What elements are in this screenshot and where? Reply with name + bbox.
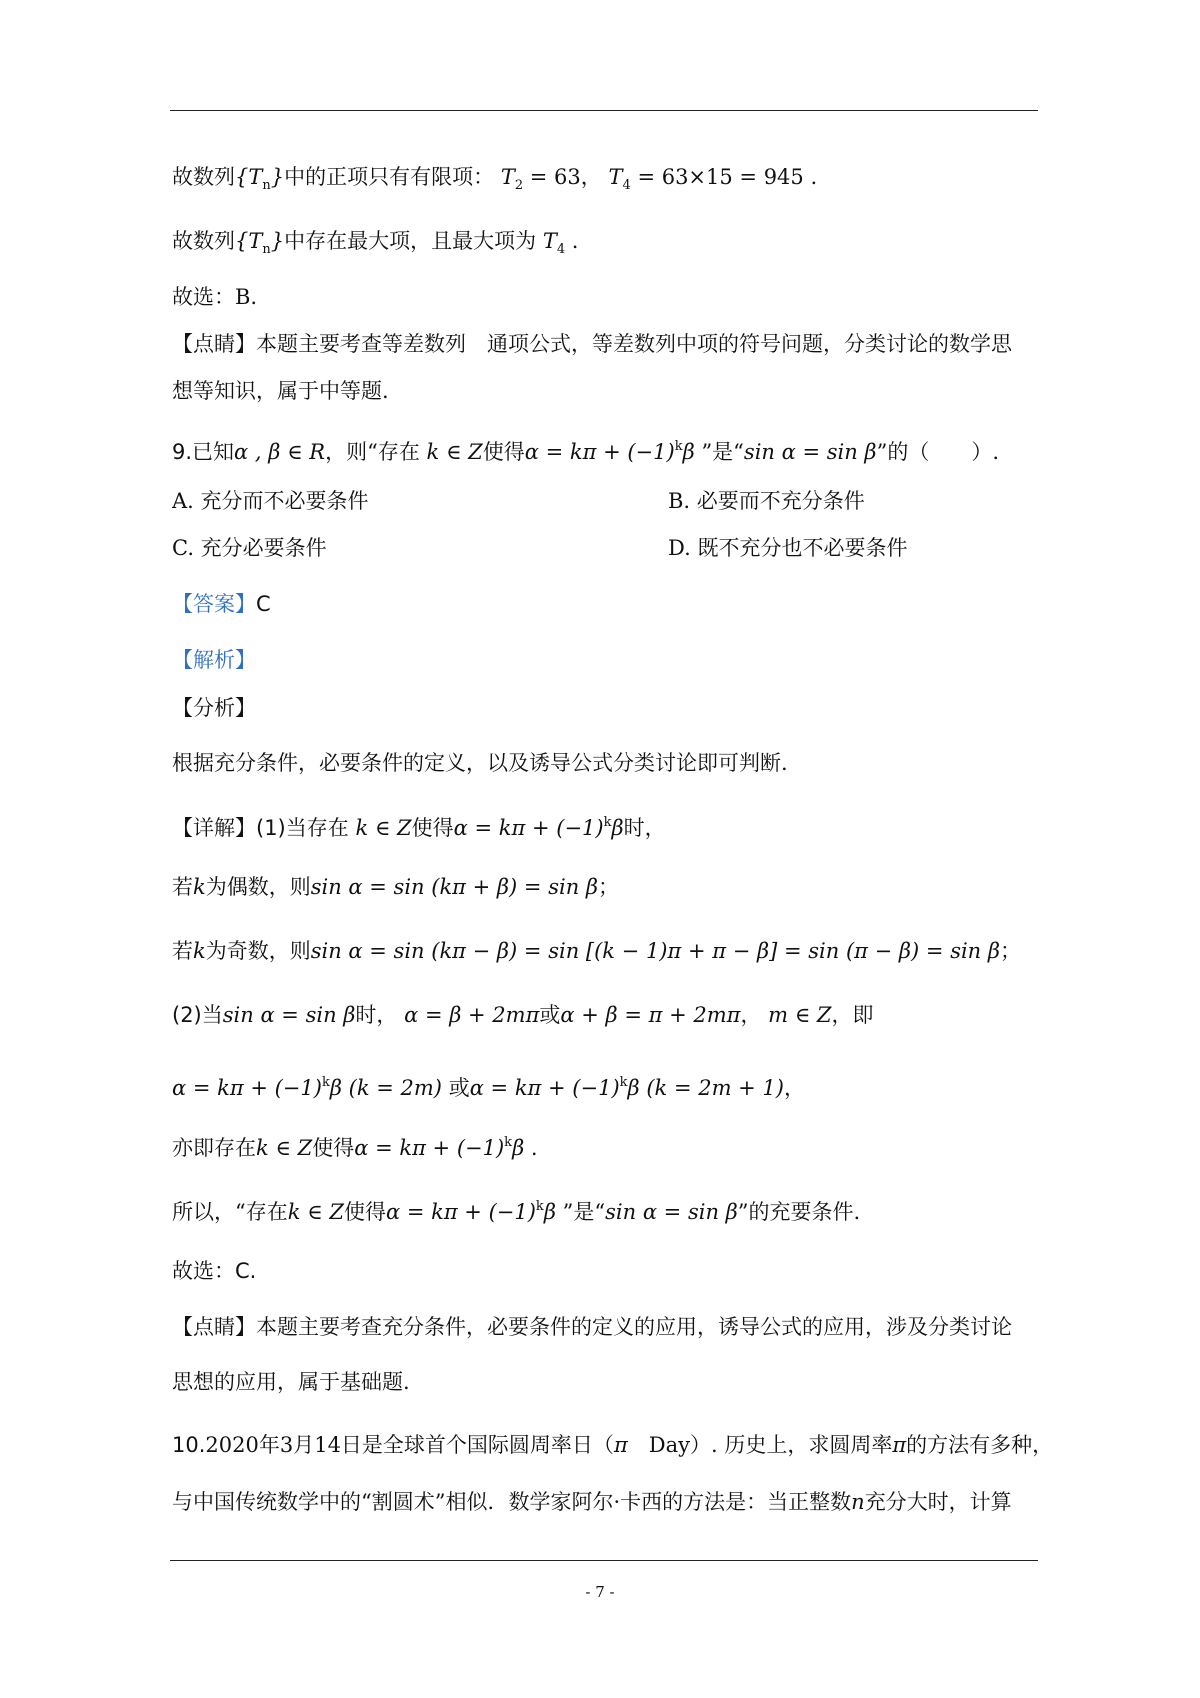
detail-2b: $\alpha = k\pi + (-1)^k\beta$ (k = 2m) 或$\alpha = k\pi + (-1)^k\beta$ (k = 2m + 1)， [172, 1075, 805, 1100]
detail-yi: 亦即存在k ∈ Z使得$\alpha = k\pi + (-1)^k\beta$ . [172, 1135, 538, 1160]
detail-1: 【详解】(1)当存在 k ∈ Z使得$\alpha = k\pi + (-1)^k\beta$时， [172, 815, 666, 840]
option-d: D. 既不充分也不必要条件 [668, 536, 908, 560]
line-choose-b: 故选：B. [172, 285, 258, 309]
comment-2b: 思想的应用，属于基础题. [172, 1370, 410, 1394]
comment-2: 【点睛】本题主要考查充分条件，必要条件的定义的应用，诱导公式的应用，涉及分类讨论 [172, 1315, 1012, 1339]
detail-odd: 若k为奇数，则sin α = sin (kπ − β) = sin [(k − 1)π + π − β] = sin (π − β) = sin β； [172, 939, 1022, 963]
line-comment-1: 【点睛】本题主要考查等差数列 通项公式，等差数列中项的符号问题，分类讨论的数学思 [172, 332, 1012, 356]
fenxi-text: 根据充分条件，必要条件的定义，以及诱导公式分类讨论即可判断. [172, 751, 788, 775]
question-10-line1: 10.2020年3月14日是全球首个国际圆周率日（π Day）. 历史上，求圆周率π的方法有多种， [172, 1433, 1054, 1457]
option-c: C. 充分必要条件 [172, 536, 327, 560]
page-number: - 7 - [585, 1583, 615, 1601]
option-b: B. 必要而不充分条件 [668, 489, 865, 513]
detail-even: 若k为偶数，则sin α = sin (kπ + β) = sin β； [172, 875, 620, 899]
header-rule [170, 110, 1038, 111]
line-tn-positive: 故数列$\{T_n\}$中的正项只有有限项： $T_2 = 63$， $T_4 = 63\times 15 = 945$ . [172, 165, 818, 193]
question-10-line2: 与中国传统数学中的“割圆术”相似．数学家阿尔·卡西的方法是：当正整数n充分大时，计算 [172, 1490, 1012, 1514]
answer-line: 【答案】C [172, 592, 271, 616]
detail-choose-c: 故选：C. [172, 1259, 257, 1283]
line-tn-max: 故数列$\{T_n\}$中存在最大项，且最大项为 $T_4$ . [172, 229, 579, 257]
line-comment-1b: 想等知识，属于中等题. [172, 379, 389, 403]
analysis-label: 【解析】 [172, 648, 256, 672]
option-a: A. 充分而不必要条件 [172, 489, 369, 513]
detail-suoyi: 所以，“存在k ∈ Z使得$\alpha = k\pi + (-1)^k\beta$ ”是“sin α = sin β”的充要条件. [172, 1199, 861, 1224]
detail-2: (2)当sin α = sin β时， α = β + 2mπ或α + β = π + 2mπ， m ∈ Z，即 [172, 1003, 874, 1027]
question-9: 9.已知α , β ∈ R，则“存在 k ∈ Z使得$\alpha = k\pi + (-1)^k\beta$ ”是“sin α = sin β”的（ ）. [172, 439, 999, 464]
fenxi-label: 【分析】 [172, 696, 256, 720]
footer-rule [170, 1560, 1038, 1561]
